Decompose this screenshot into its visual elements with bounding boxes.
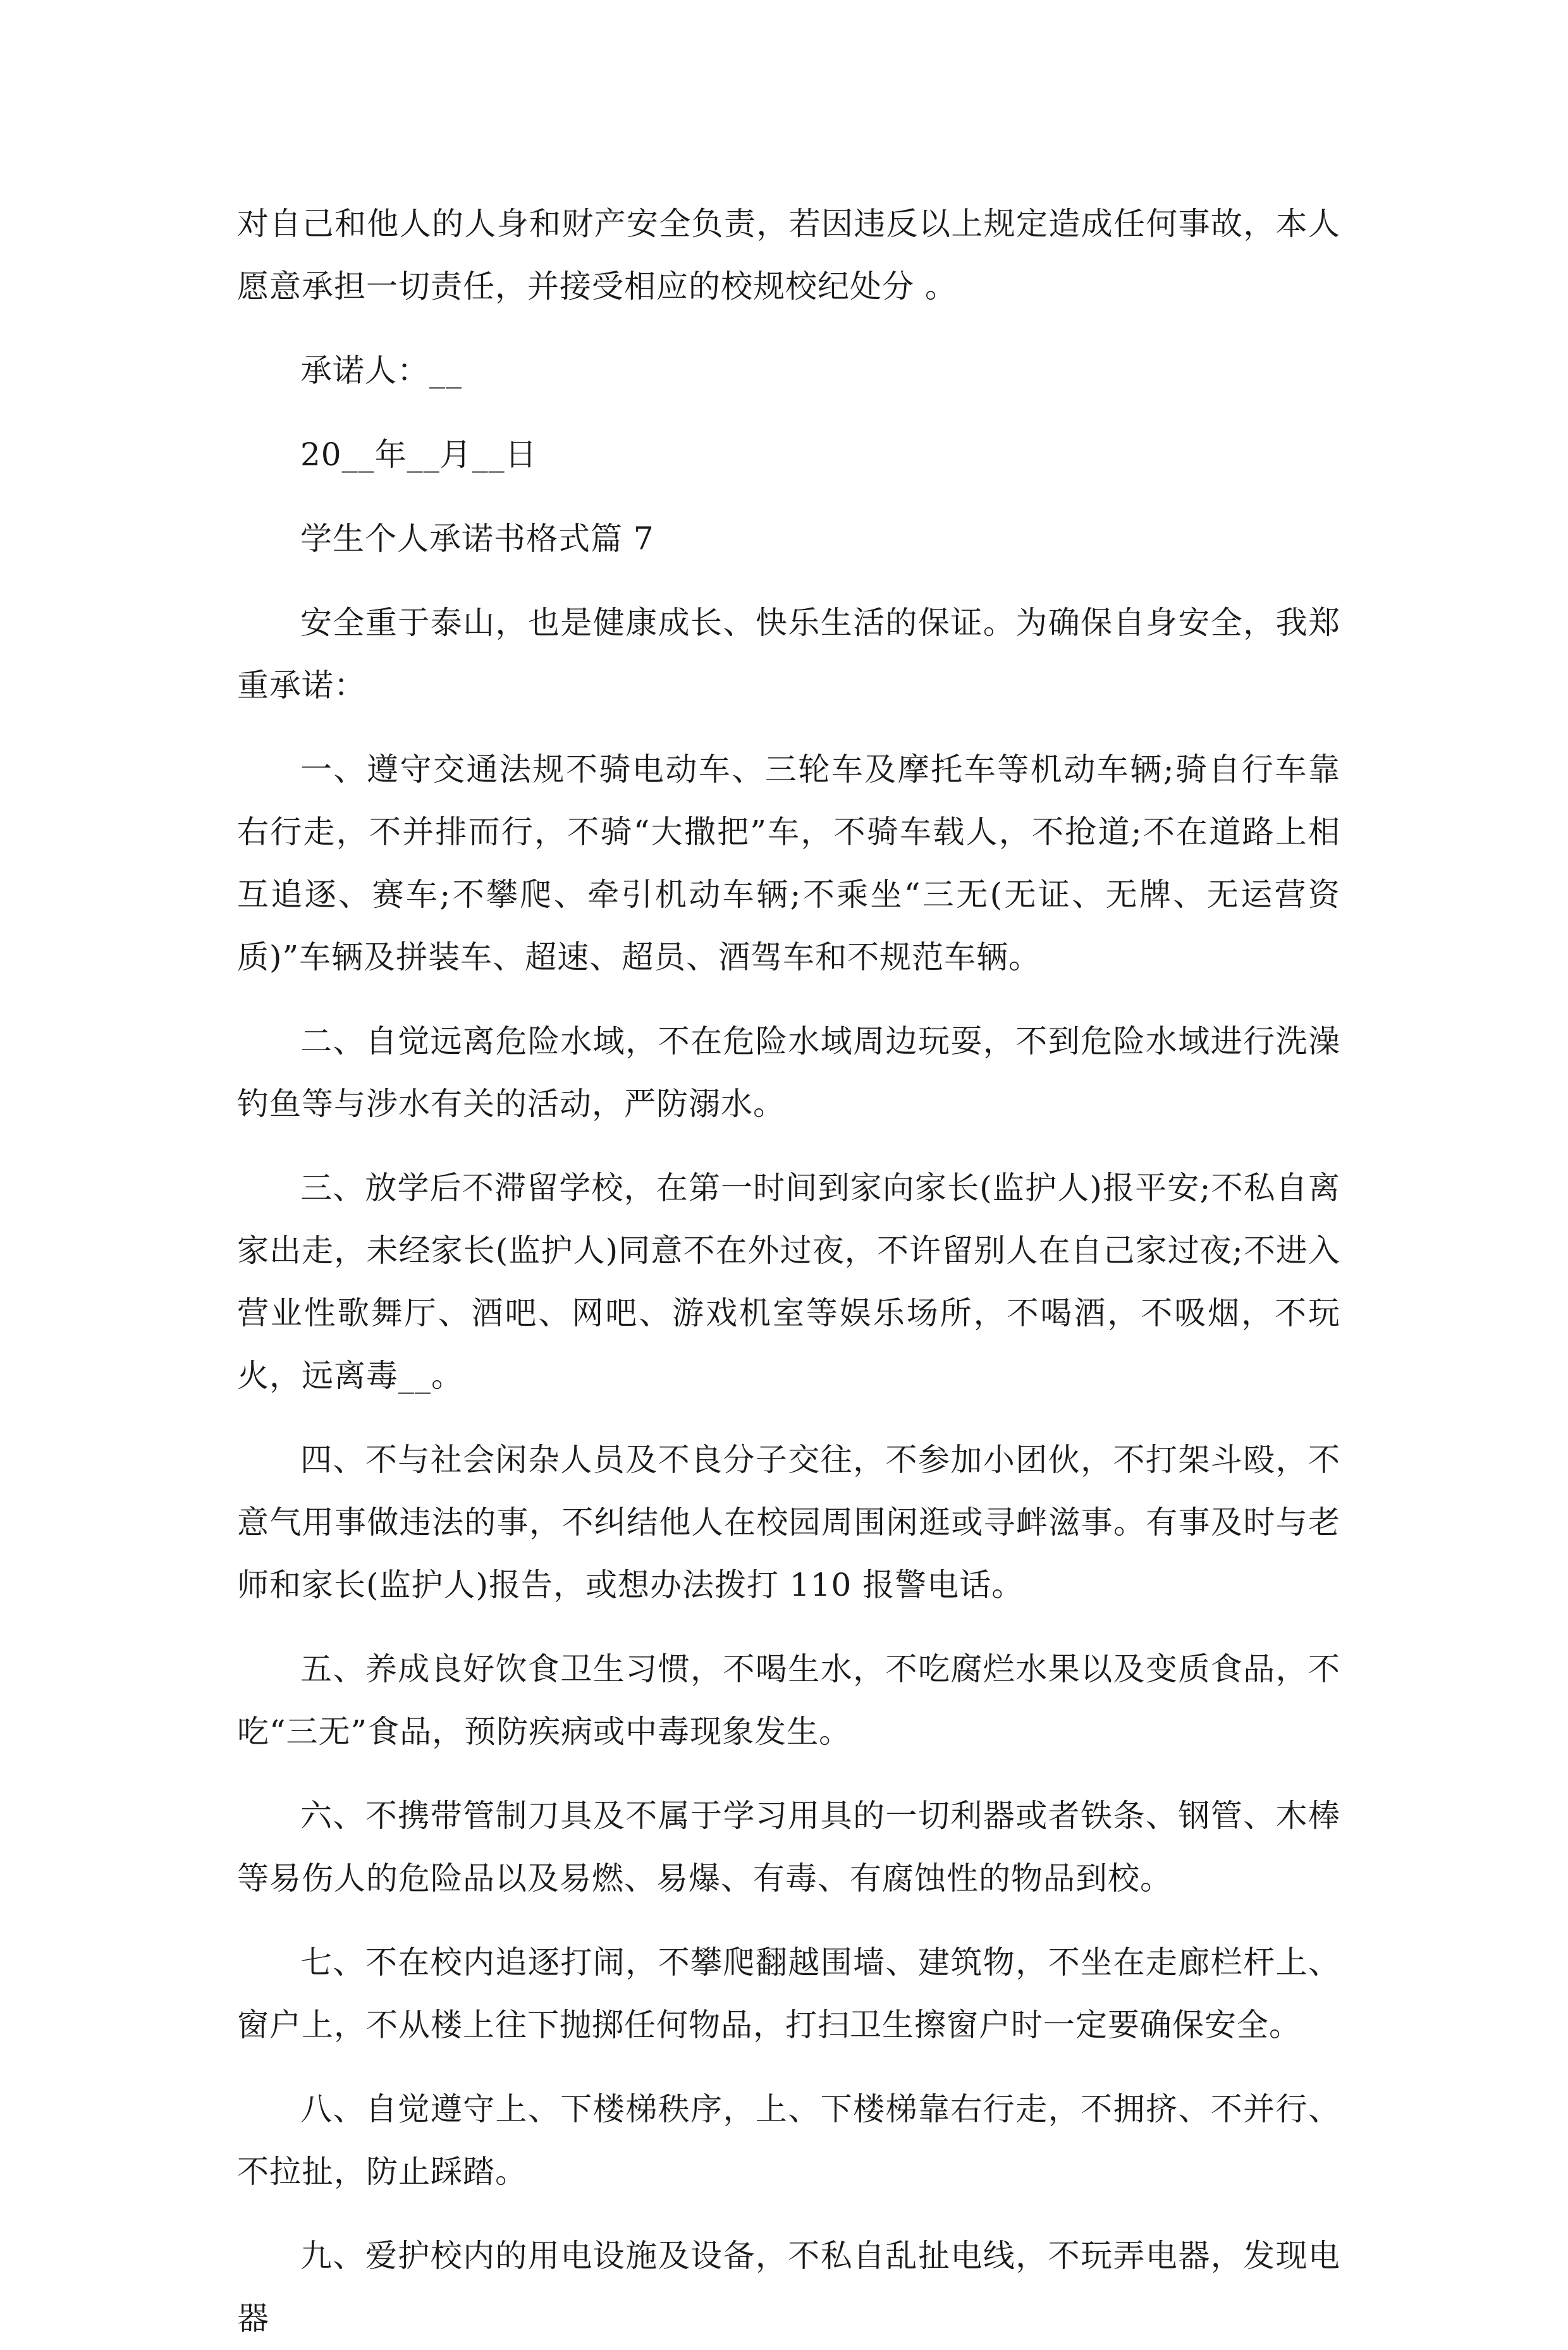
signature-line: 承诺人：__ (300, 352, 462, 389)
paragraph-item-8: 八、自觉遵守上、下楼梯秩序，上、下楼梯靠右行走，不拥挤、不并行、不拉扯，防止踩踏。 (237, 2091, 1340, 2190)
paragraph-item-2: 二、自觉远离危险水域，不在危险水域周边玩耍，不到危险水域进行洗澡钓鱼等与涉水有关的活动，严防溺水。 (237, 1023, 1340, 1122)
paragraph-item-3: 三、放学后不滞留学校，在第一时间到家向家长(监护人)报平安;不私自离家出走，未经家长(监护人)同意不在外过夜，不许留别人在自己家过夜;不进入营业性歌舞厅、酒吧、网吧、游戏机室等娱乐场所，不喝酒，不吸烟，不玩火，远离毒__。 (237, 1170, 1340, 1394)
date-line: 20__年__月__日 (300, 436, 537, 473)
paragraph-liability-clause: 对自己和他人的人身和财产安全负责，若因违反以上规定造成任何事故，本人愿意承担一切责任，并接受相应的校规校纪处分 。 (237, 205, 1340, 305)
paragraph-intro: 安全重于泰山，也是健康成长、快乐生活的保证。为确保自身安全，我郑重承诺： (237, 604, 1340, 704)
paragraph-item-6: 六、不携带管制刀具及不属于学习用具的一切利器或者铁条、钢管、木棒等易伤人的危险品以及易燃、易爆、有毒、有腐蚀性的物品到校。 (237, 1797, 1340, 1897)
paragraph-item-5: 五、养成良好饮食卫生习惯，不喝生水，不吃腐烂水果以及变质食品，不吃“三无”食品，预防疾病或中毒现象发生。 (237, 1651, 1340, 1750)
paragraph-item-1: 一、遵守交通法规不骑电动车、三轮车及摩托车等机动车辆;骑自行车靠右行走，不并排而行，不骑“大撒把”车，不骑车载人，不抢道;不在道路上相互追逐、赛车;不攀爬、牵引机动车辆;不乘坐“三无(无证、无牌、无运营资质)”车辆及拼装车、超速、超员、酒驾车和不规范车辆。 (237, 751, 1340, 976)
section-heading: 学生个人承诺书格式篇 7 (300, 520, 654, 557)
paragraph-item-9: 九、爱护校内的用电设施及设备，不私自乱扯电线，不玩弄电器，发现电器 (237, 2237, 1340, 2337)
paragraph-item-4: 四、不与社会闲杂人员及不良分子交往，不参加小团伙，不打架斗殴，不意气用事做违法的事，不纠结他人在校园周围闲逛或寻衅滋事。有事及时与老师和家长(监护人)报告，或想办法拨打 110 报警电话。 (237, 1441, 1340, 1603)
document-body (237, 193, 1340, 2350)
paragraph-item-7: 七、不在校内追逐打闹，不攀爬翻越围墙、建筑物，不坐在走廊栏杆上、窗户上，不从楼上往下抛掷任何物品，打扫卫生擦窗户时一定要确保安全。 (237, 1944, 1340, 2043)
